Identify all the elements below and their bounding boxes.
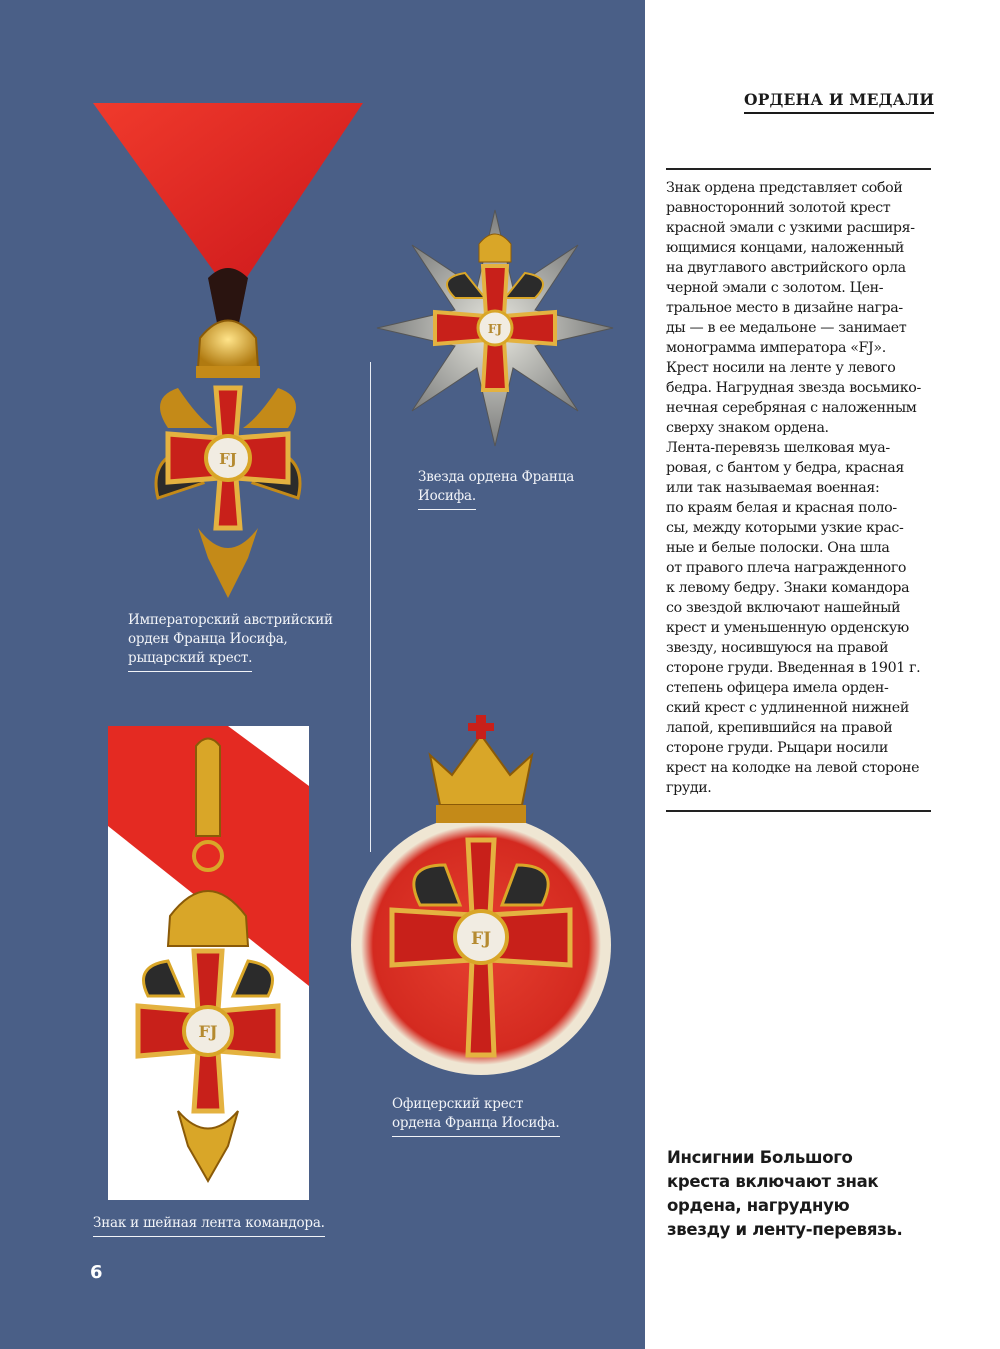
quote-line: ордена, нагрудную: [667, 1196, 850, 1215]
body-line: нечная серебряная с наложенным: [666, 400, 917, 416]
officer-monogram: FJ: [470, 929, 492, 949]
quote-line: Инсигнии Большого: [667, 1148, 853, 1167]
caption-star: [418, 468, 574, 510]
pull-quote: [667, 1146, 903, 1242]
caption-officer: [392, 1095, 560, 1137]
body-line: сы, между которыми узкие крас-: [666, 520, 904, 536]
body-line: ные и белые полоски. Она шла: [666, 540, 890, 556]
body-line: звезду, носившуюся на правой: [666, 640, 889, 656]
knight-cross-photo: [88, 98, 368, 603]
body-line: со звездой включают нашейный: [666, 600, 901, 616]
body-line: крест на колодке на левой стороне: [666, 760, 920, 776]
quote-line: креста включают знак: [667, 1172, 879, 1191]
body-line: ровая, с бантом у бедра, красная: [666, 460, 904, 476]
section-title: ОРДЕНА И МЕДАЛИ: [744, 90, 934, 114]
body-line: по краям белая и красная поло-: [666, 500, 897, 516]
caption-line: рыцарский крест.: [128, 649, 252, 672]
rule-top: [666, 168, 931, 170]
body-line: степень офицера имела орден-: [666, 680, 889, 696]
caption-line: Императорский австрийский: [128, 612, 333, 628]
rule-bottom: [666, 810, 931, 812]
caption-line: Знак и шейная лента командора.: [93, 1214, 325, 1237]
officer-cross-photo: [350, 715, 612, 1090]
body-line: тральное место в дизайне награ-: [666, 300, 903, 316]
caption-line: Иосифа.: [418, 487, 476, 510]
commander-monogram: FJ: [198, 1022, 218, 1041]
body-line: от правого плеча награжденного: [666, 560, 907, 576]
knight-cross-monogram: FJ: [219, 450, 237, 468]
body-line: Знак ордена представляет собой: [666, 180, 903, 196]
caption-knight-cross: [128, 611, 333, 672]
body-line: ющимися концами, наложенный: [666, 240, 904, 256]
body-line: бедра. Нагрудная звезда восьмико-: [666, 380, 921, 396]
caption-line: Офицерский крест: [392, 1096, 524, 1112]
body-line: на двуглавого австрийского орла: [666, 260, 906, 276]
body-line: красной эмали с узкими расширя-: [666, 220, 915, 236]
body-line: крест и уменьшенную орденскую: [666, 620, 909, 636]
body-line: Крест носили на ленте у левого: [666, 360, 896, 376]
order-star-photo: [368, 200, 623, 450]
body-line: груди.: [666, 780, 712, 796]
body-line: стороне груди. Введенная в 1901 г.: [666, 660, 921, 676]
caption-commander: [93, 1214, 325, 1237]
body-line: или так называемая военная:: [666, 480, 880, 496]
body-line: ский крест с удлиненной нижней: [666, 700, 909, 716]
body-line: черной эмали с золотом. Цен-: [666, 280, 884, 296]
commander-badge-photo: [108, 726, 309, 1200]
body-text: [666, 178, 941, 798]
body-line: стороне груди. Рыцари носили: [666, 740, 888, 756]
body-line: лапой, крепившийся на правой: [666, 720, 893, 736]
body-line: к левому бедру. Знаки командора: [666, 580, 910, 596]
quote-line: звезду и ленту-перевязь.: [667, 1220, 903, 1239]
body-line: Лента-перевязь шелковая муа-: [666, 440, 890, 456]
body-line: сверху знаком ордена.: [666, 420, 829, 436]
caption-line: Звезда ордена Франца: [418, 469, 575, 485]
page-number: 6: [90, 1262, 103, 1283]
body-line: монограмма императора «FJ».: [666, 340, 886, 356]
caption-line: ордена Франца Иосифа.: [392, 1114, 560, 1137]
star-monogram: FJ: [487, 322, 503, 336]
body-line: равносторонний золотой крест: [666, 200, 891, 216]
body-line: ды — в ее медальоне — занимает: [666, 320, 907, 336]
caption-line: орден Франца Иосифа,: [128, 631, 288, 647]
